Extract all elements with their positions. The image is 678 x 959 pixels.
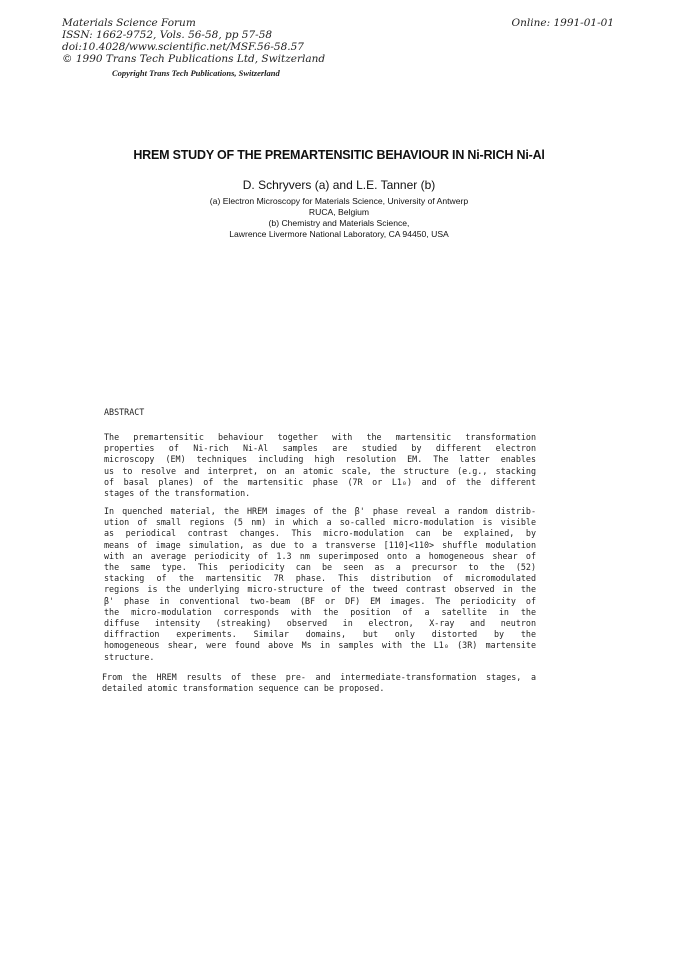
text-line: From the HREM results of these pre- and intermediate-transformation stages, a	[102, 672, 536, 682]
paper-authors: D. Schryvers (a) and L.E. Tanner (b)	[242, 178, 436, 192]
affiliation-line: Lawrence Livermore National Laboratory, CA 94450, USA	[229, 229, 449, 239]
abstract-paragraph-2	[104, 506, 536, 663]
text-line: In quenched material, the HREM images of the β' phase reveal a random distrib-	[104, 506, 536, 516]
journal-name: Materials Science Forum	[62, 17, 196, 29]
text-line: microscopy (EM) techniques including high resolution EM. The latter enables	[104, 454, 536, 465]
text-line: means of image simulation, as due to a transverse [110]<110> shuffle modulation	[104, 539, 536, 550]
text-line: regions is the underlying micro-structure of the tweed contrast observed in the	[104, 584, 536, 595]
text-line: The premartensitic behaviour together with the martensitic transformation	[104, 432, 536, 442]
text-line: stacking of the martensitic 7R phase. This distribution of micromodulated	[104, 573, 536, 584]
copyright-notice: Copyright Trans Tech Publications, Switzerland	[112, 68, 280, 78]
text-line: stages of the transformation.	[104, 488, 251, 499]
affiliation-line: RUCA, Belgium	[308, 207, 370, 217]
journal-header	[62, 17, 392, 65]
text-line: homogeneous shear, were found above Ms in samples with the L1₀ (3R) martensite	[104, 640, 536, 651]
text-line: with an average periodicity of 1.3 nm superimposed onto a homogeneous shear of	[104, 550, 536, 561]
text-line: diffraction experiments. Similar domains, but only distorted by the	[104, 629, 536, 640]
text-line: diffuse intensity (streaking) observed in electron, X-ray and neutron	[104, 618, 536, 629]
text-line: the micro-modulation corresponds with the position of a satellite in the	[104, 606, 536, 617]
text-line: properties of Ni-rich Ni-Al samples are studied by different electron	[104, 443, 536, 454]
issn-line: ISSN: 1662-9752, Vols. 56-58, pp 57-58	[62, 29, 273, 41]
text-line: of basal planes) of the martensitic phase (7R or L1₀) and of the different	[104, 476, 536, 487]
paper-title: HREM STUDY OF THE PREMARTENSITIC BEHAVIOUR IN Ni-RICH Ni-Al	[133, 148, 545, 162]
text-line: as periodical contrast changes. This micro-modulation can be explained, by	[104, 528, 536, 539]
text-line: detailed atomic transformation sequence can be proposed.	[102, 683, 385, 694]
doi-line: doi:10.4028/www.scientific.net/MSF.56-58.57	[62, 41, 304, 53]
affiliation-line: (a) Electron Microscopy for Materials Science, University of Antwerp	[209, 196, 469, 206]
text-line: the same type. This periodicity can be seen as a precursor to the (52)	[104, 562, 536, 573]
abstract-paragraph-3	[102, 672, 536, 694]
text-line: us to resolve and interpret, on an atomic scale, the structure (e.g., stacking	[104, 465, 536, 476]
text-line: β' phase in conventional two-beam (BF or DF) EM images. The periodicity of	[104, 595, 536, 606]
rights-line: © 1990 Trans Tech Publications Ltd, Switzerland	[62, 53, 326, 65]
text-line: structure.	[104, 651, 155, 662]
online-date: Online: 1991-01-01	[511, 17, 614, 29]
abstract-paragraph-1	[104, 432, 536, 499]
abstract-heading: ABSTRACT	[104, 407, 145, 417]
text-line: ution of small regions (5 nm) in which a so-called micro-modulation is visible	[104, 517, 536, 528]
affiliation-line: (b) Chemistry and Materials Science,	[268, 218, 410, 228]
